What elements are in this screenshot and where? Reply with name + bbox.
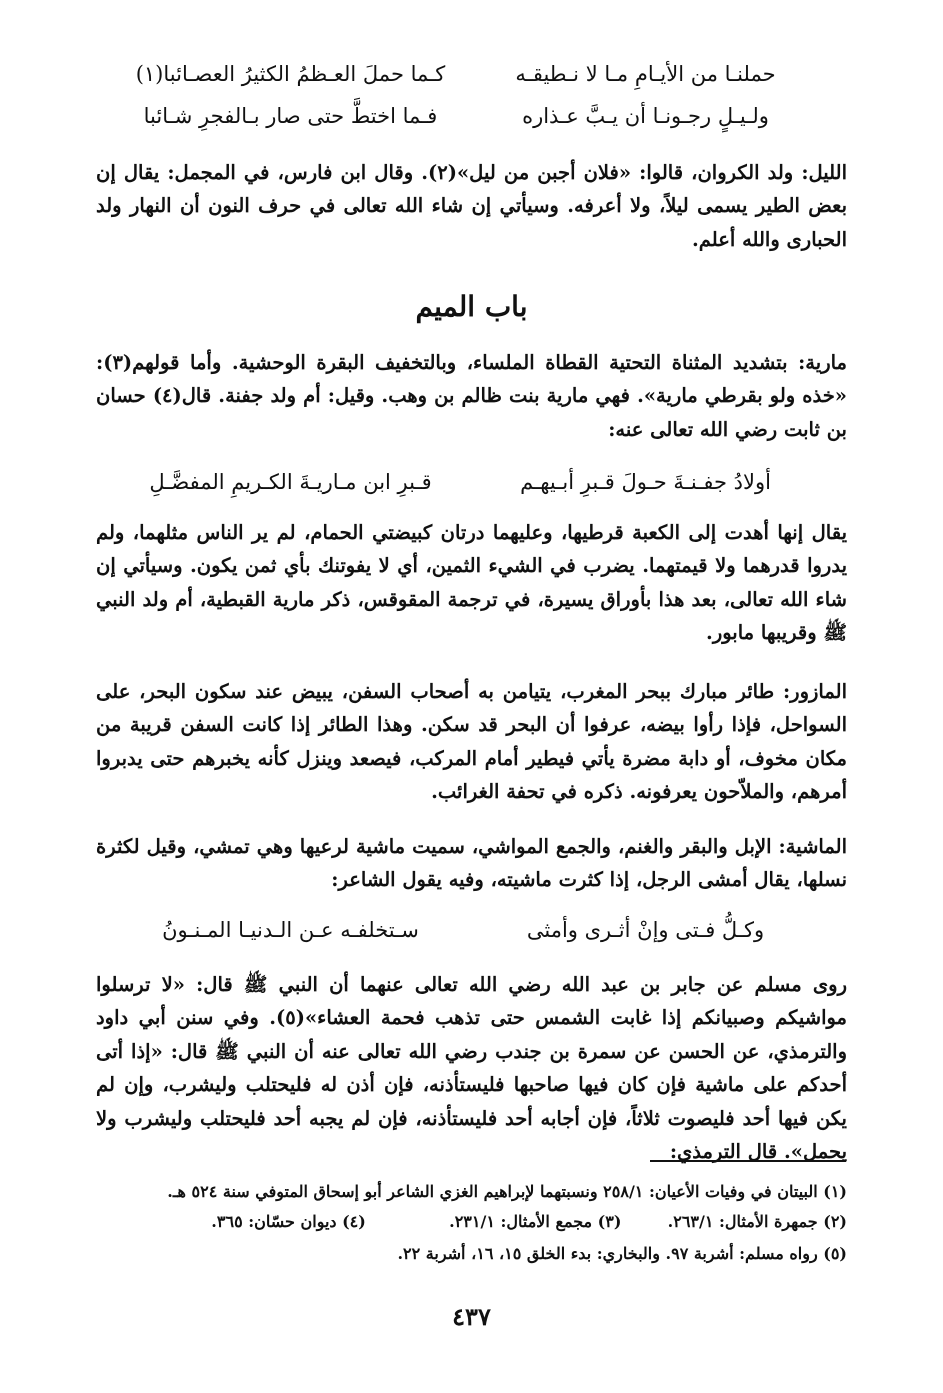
entry-text: ولد الكروان، قالوا: «فلان أجبن من ليل»(٢). وقال ابن فارس، في المجمل: يقال إن بعض الطير يسمى ليلاً، ولا أعرفه. وسيأتي إن شاء الله تعالى في حرف النون أن النهار ولد الحبارى والله أعلم.: [96, 161, 847, 251]
verse-line-1: [128, 62, 808, 86]
footnote-2: (٢) جمهرة الأمثال: ٢٦٣/١.: [667, 1212, 847, 1231]
entry-term: المازور:: [782, 680, 847, 703]
footnote-3: (٣) مجمع الأمثال: ٢٣١/١.: [449, 1212, 622, 1231]
entry-mashiya: [96, 830, 847, 897]
verse-line-2: [128, 104, 808, 128]
entry-hadith: [96, 968, 847, 1168]
verse-hemistich: فـما اختطَّ حتى صار بـالفجرِ شـائبا: [143, 104, 438, 128]
verse-hemistich: قـبرِ ابن مـاريـةَ الكـريمِ المفضَّـلِ: [149, 470, 432, 494]
entry-mariya: [96, 346, 847, 446]
verse-line-4: [128, 918, 808, 942]
verse-hemistich: أولادُ جفـنـةَ حـولَ قـبرِ أبـيهـم: [520, 470, 771, 494]
verse-line-3: [128, 470, 808, 494]
entry-text: الإبل والبقر والغنم، والجمع المواشي، سميت ماشية لرعيها وهي تمشي، وقيل لكثرة نسلها، يقال أمشى الرجل، إذا كثرت ماشيته، وفيه يقول الشاعر:: [96, 835, 847, 892]
entry-text: طائر مبارك ببحر المغرب، يتيامن به أصحاب السفن، يبيض عند سكون البحر، على السواحل، فإذا رأوا بيضه، عرفوا أن البحر قد سكن. وهذا الطائر إذا كانت السفن قريبة من مكان مخوف، أو دابة مضرة يأتي فيطير أمام المركب، فيصعد وينزل كأنه يخبرهم حتى يدبروا أمرهم، والملاّحون يعرفونه. ذكره في تحفة الغرائب.: [96, 680, 847, 804]
footnote-row-2: [96, 1208, 847, 1235]
verse-hemistich: سـتخلفـه عـن الـدنيـا المـنـونُ: [162, 918, 419, 942]
entry-text: يقال إنها أهدت إلى الكعبة قرطيها، وعليهما درتان كبيضتي الحمام، لم ير الناس مثلهما، ولم يدروا قدرهما ولا قيمتهما. يضرب في الشيء الثمين، أي لا يفوتنك بأي ثمن يكون. وسيأتي إن شاء الله تعالى، بعد هذا بأوراق يسيرة، في ترجمة المقوقس، ذكر مارية القبطية، أم ولد النبي ﷺ وقريبها مابور.: [96, 521, 847, 645]
verse-hemistich: كـما حملَ العـظمُ الكثيرُ العصـائبا(١): [135, 62, 446, 86]
entry-mazur: [96, 675, 847, 809]
footnote-5: (٥) رواه مسلم: أشربة ٩٧. والبخاري: بدء الخلق ١٥، ١٦، أشربة ٢٢.: [397, 1244, 847, 1263]
entry-text: روى مسلم عن جابر بن عبد الله رضي الله تعالى عنهما أن النبي ﷺ قال: «لا ترسلوا مواشيكم وصبيانكم إذا غابت الشمس حتى تذهب فحمة العشاء»(٥). وفي سنن أبي داود والترمذي، عن الحسن عن سمرة بن جندب رضي الله تعالى عنه أن النبي ﷺ قال: «إذا أتى أحدكم على ماشية فإن كان فيها صاحبها فليستأذنه، فإن أذن له فليحتلب وليشرب، وإن لم يكن فيها أحد فليصوت ثلاثاً، فإن أجابه أحد فليستأذنه، فإن لم يجبه أحد فليحتلب وليشرب ولا يحمل». قال الترمذي:: [96, 973, 848, 1164]
entry-term: الماشية:: [778, 835, 847, 858]
entry-text: بتشديد المثناة التحتية القطاة الملساء، وبالتخفيف البقرة الوحشية. وأما قولهم(٣): «خذه ولو بقرطي مارية». فهي مارية بنت ظالم بن وهب. وقيل: أم ولد جفنة. قال(٤) حسان بن ثابت رضي الله تعالى عنه:: [96, 351, 847, 441]
chapter-heading: باب الميم: [415, 290, 528, 323]
footnote-1: (١) البيتان في وفيات الأعيان: ٢٥٨/١ ونسبتهما لإبراهيم الغزي الشاعر أبو إسحاق المتوفي سنة ٥٢٤ هـ.: [167, 1182, 847, 1201]
entry-term: الليل:: [801, 161, 847, 184]
verse-hemistich: حملنـا من الأيـامِ مـا لا نـطيقـه: [515, 62, 776, 86]
verse-hemistich: ولـيـلٍ رجـونـا أن يـبَّ عـذاره: [522, 104, 769, 128]
verse-hemistich: وكـلُّ فـتى وإنْ أثـرى وأمثى: [526, 918, 765, 942]
footnote-4: (٤) ديوان حسّان: ٣٦٥.: [211, 1212, 366, 1231]
page-number: ٤٣٧: [452, 1302, 491, 1331]
entry-term: مارية:: [798, 351, 847, 374]
footnote-divider: [650, 1160, 846, 1162]
entry-lail: [96, 156, 847, 256]
entry-qurt: [96, 516, 847, 650]
